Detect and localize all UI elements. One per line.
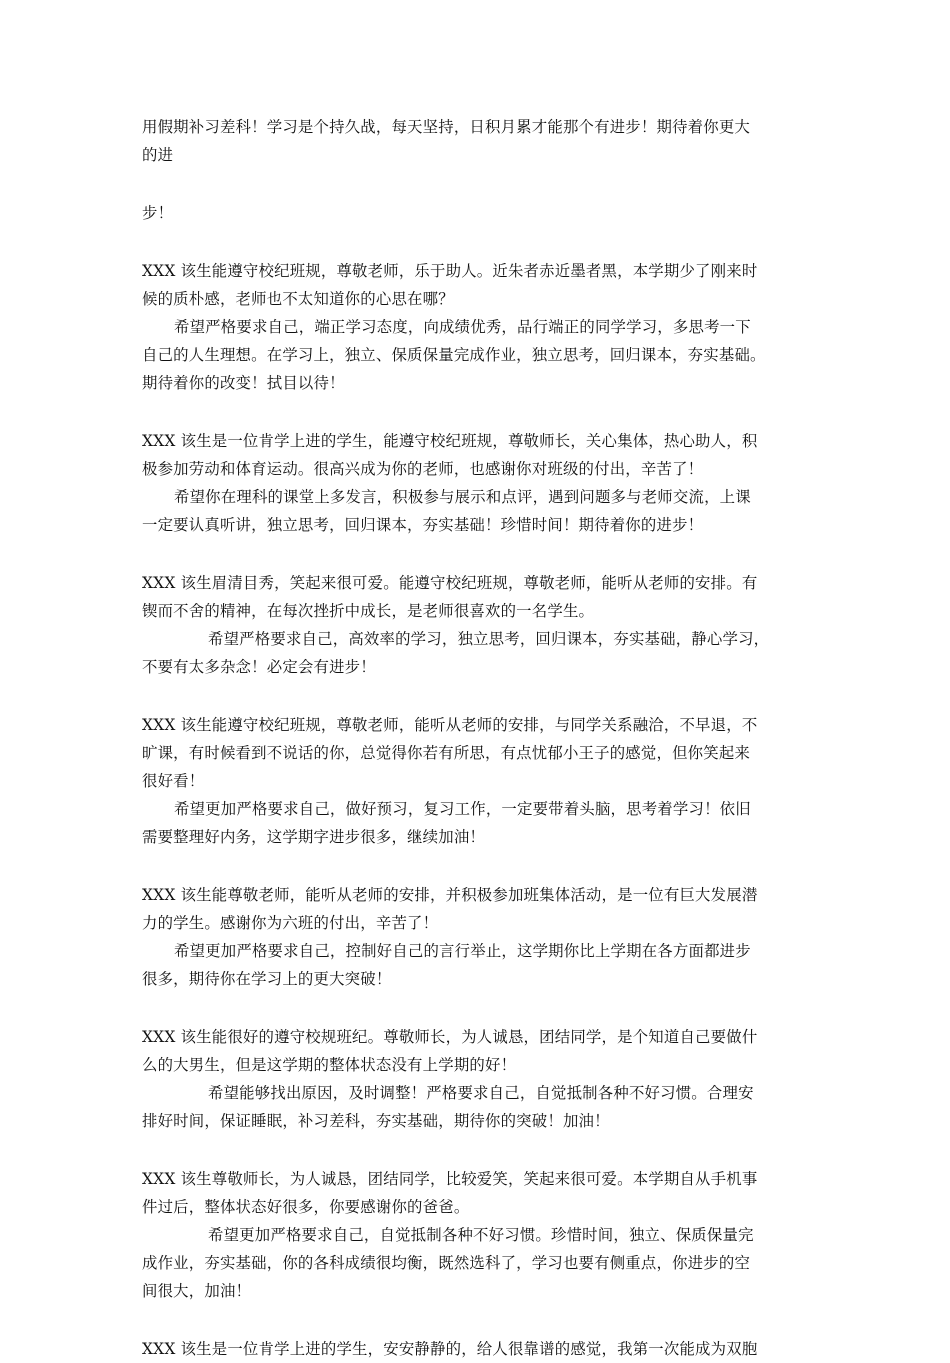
- paragraph-gap: [142, 681, 810, 711]
- comment-first-line: XXX 该生尊敬师长，为人诚恳，团结同学，比较爱笑，笑起来很可爱。本学期自从手机事: [142, 1170, 758, 1188]
- paragraph-gap: [142, 169, 810, 199]
- text-line-indented: 希望你在理科的课堂上多发言，积极参与展示和点评，遇到问题多与老师交流，上课: [174, 488, 751, 506]
- text-line-indented: 希望能够找出原因，及时调整！严格要求自己，自觉抵制各种不好习惯。合理安: [208, 1084, 754, 1102]
- text-line: 成作业，夯实基础，你的各科成绩很均衡，既然选科了，学习也要有侧重点，你进步的空: [142, 1254, 751, 1272]
- text-line: 的进: [142, 146, 174, 164]
- text-line: 步！: [142, 204, 174, 222]
- text-line: 锲而不舍的精神，在每次挫折中成长，是老师很喜欢的一名学生。: [142, 602, 595, 620]
- comment-first-line: XXX 该生是一位肯学上进的学生，能遵守校纪班规，尊敬师长，关心集体，热心助人，积: [142, 432, 758, 450]
- text-line-indented: 希望严格要求自己，端正学习态度，向成绩优秀，品行端正的同学学习，多思考一下: [174, 318, 751, 336]
- comment-first-line: XXX 该生是一位肯学上进的学生，安安静静的，给人很靠谱的感觉，我第一次能成为双胞: [142, 1340, 758, 1358]
- comment-first-line: XXX 该生眉清目秀，笑起来很可爱。能遵守校纪班规，尊敬老师，能听从老师的安排。有: [142, 574, 758, 592]
- paragraph-gap: [142, 1135, 810, 1165]
- paragraph-gap: [142, 227, 810, 257]
- text-line: 需要整理好内务，这学期字进步很多，继续加油！: [142, 828, 485, 846]
- text-line-indented: 希望更加严格要求自己，自觉抵制各种不好习惯。珍惜时间，独立、保质保量完: [208, 1226, 754, 1244]
- text-line: 不要有太多杂念！必定会有进步！: [142, 658, 376, 676]
- comment-first-line: XXX 该生能很好的遵守校规班纪。尊敬师长，为人诚恳，团结同学，是个知道自己要做什: [142, 1028, 758, 1046]
- text-line: 么的大男生，但是这学期的整体状态没有上学期的好！: [142, 1056, 517, 1074]
- text-line: 极参加劳动和体育运动。很高兴成为你的老师，也感谢你对班级的付出，辛苦了！: [142, 460, 704, 478]
- text-line-indented: 希望更加严格要求自己，控制好自己的言行举止，这学期你比上学期在各方面都进步: [174, 942, 751, 960]
- comment-first-line: XXX 该生能遵守校纪班规，尊敬老师，乐于助人。近朱者赤近墨者黑，本学期少了刚来时: [142, 262, 758, 280]
- text-line: 自己的人生理想。在学习上，独立、保质保量完成作业，独立思考，回归课本，夯实基础。: [142, 346, 766, 364]
- paragraph-gap: [142, 993, 810, 1023]
- text-line: 间很大，加油！: [142, 1282, 252, 1300]
- text-line: 期待着你的改变！拭目以待！: [142, 374, 345, 392]
- text-line: 很多，期待你在学习上的更大突破！: [142, 970, 392, 988]
- text-line: 件过后，整体状态好很多，你要感谢你的爸爸。: [142, 1198, 470, 1216]
- text-line-indented: 希望更加严格要求自己，做好预习，复习工作，一定要带着头脑，思考着学习！依旧: [174, 800, 751, 818]
- text-line: 用假期补习差科！学习是个持久战，每天坚持，日积月累才能那个有进步！期待着你更大: [142, 118, 751, 136]
- text-line: 候的质朴感，老师也不太知道你的心思在哪？: [142, 290, 454, 308]
- paragraph-gap: [142, 397, 810, 427]
- text-line: 很好看！: [142, 772, 205, 790]
- paragraph-gap: [142, 1305, 810, 1335]
- document-page: [142, 113, 810, 1363]
- text-line: 一定要认真听讲，独立思考，回归课本，夯实基础！珍惜时间！期待着你的进步！: [142, 516, 704, 534]
- text-line: 旷课，有时候看到不说话的你，总觉得你若有所思，有点忧郁小王子的感觉，但你笑起来: [142, 744, 751, 762]
- paragraph-gap: [142, 539, 810, 569]
- paragraph-gap: [142, 851, 810, 881]
- text-line: 力的学生。感谢你为六班的付出，辛苦了！: [142, 914, 439, 932]
- text-line-indented: 希望严格要求自己，高效率的学习，独立思考，回归课本，夯实基础，静心学习，: [208, 630, 770, 648]
- text-line: 排好时间，保证睡眠，补习差科，夯实基础，期待你的突破！加油！: [142, 1112, 610, 1130]
- comment-first-line: XXX 该生能遵守校纪班规，尊敬老师，能听从老师的安排，与同学关系融洽，不早退，不: [142, 716, 758, 734]
- comment-first-line: XXX 该生能尊敬老师，能听从老师的安排，并积极参加班集体活动，是一位有巨大发展潜: [142, 886, 758, 904]
